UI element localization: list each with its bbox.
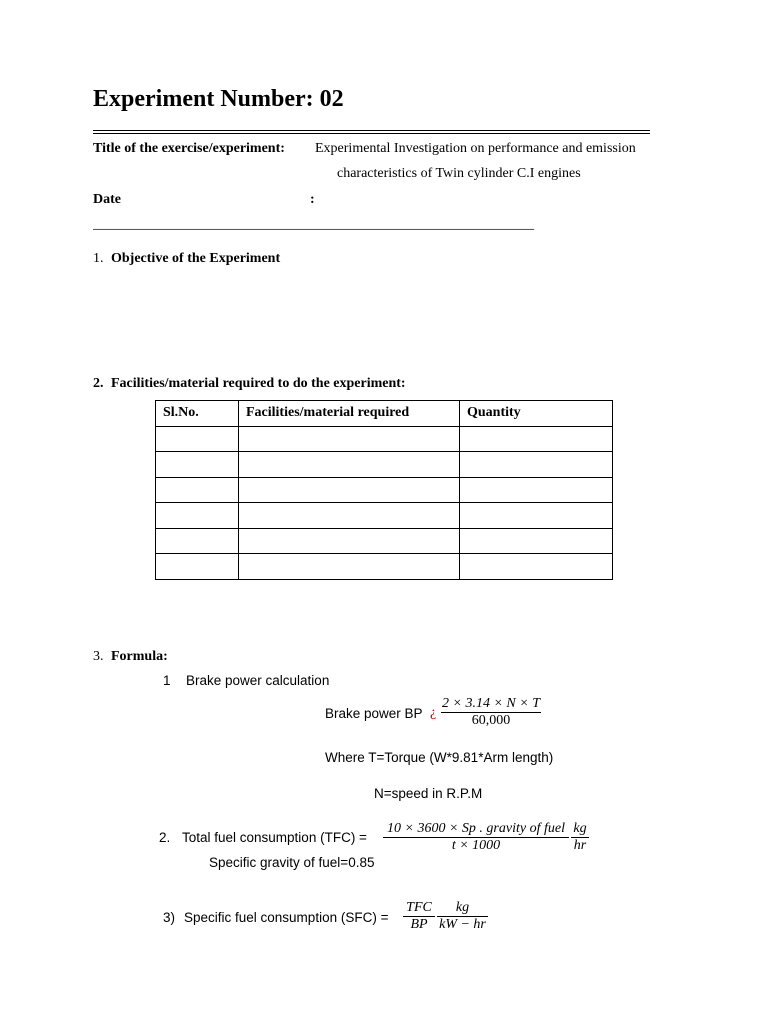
title-text-line2: characteristics of Twin cylinder C.I engines (337, 166, 581, 181)
formula1-number: 1 (163, 673, 171, 688)
table-cell[interactable] (156, 554, 239, 580)
sfc-unit-numerator: kg (455, 900, 470, 915)
date-label: Date (93, 192, 121, 207)
table-cell[interactable] (460, 528, 613, 554)
table-cell[interactable] (156, 452, 239, 478)
table-row (156, 554, 613, 580)
tfc-denominator: t × 1000 (451, 838, 501, 853)
sfc-fraction (403, 900, 435, 933)
tfc-label: Total fuel consumption (TFC) = (182, 830, 367, 845)
title-label: Title of the exercise/experiment: (93, 141, 285, 156)
tfc-unit-numerator: kg (573, 821, 587, 836)
date-underline: _______________________________________________________________ (93, 217, 534, 232)
column-header-slno: Sl.No. (156, 401, 239, 427)
facilities-table (155, 400, 613, 580)
header-rule-bottom (93, 133, 650, 134)
sfc-unit-denominator: kW − hr (439, 917, 486, 932)
page-title: Experiment Number: 02 (93, 86, 344, 112)
table-cell[interactable] (156, 528, 239, 554)
table-cell[interactable] (460, 477, 613, 503)
table-row (156, 426, 613, 452)
tfc-unit-denominator: hr (573, 838, 587, 853)
column-header-quantity: Quantity (460, 401, 613, 427)
sfc-label: Specific fuel consumption (SFC) = (184, 910, 389, 925)
torque-note: Where T=Torque (W*9.81*Arm length) (325, 750, 554, 765)
table-row (156, 452, 613, 478)
title-text-line1: Experimental Investigation on performance and emission (315, 141, 636, 156)
formula-heading: Formula: (111, 649, 168, 664)
tfc-unit-fraction (571, 821, 589, 854)
tfc-fraction (383, 821, 569, 854)
table-row (156, 528, 613, 554)
objective-number: 1. (93, 251, 104, 266)
table-cell[interactable] (239, 477, 460, 503)
formula2-number: 2. (159, 830, 171, 845)
tfc-numerator: 10 × 3600 × Sp . gravity of fuel (387, 821, 565, 836)
objective-heading: Objective of the Experiment (111, 251, 281, 266)
formula1-title: Brake power calculation (186, 673, 330, 688)
table-cell[interactable] (460, 503, 613, 529)
sfc-denominator: BP (410, 917, 428, 932)
table-cell[interactable] (460, 426, 613, 452)
table-cell[interactable] (239, 528, 460, 554)
table-row (156, 503, 613, 529)
date-colon: : (310, 192, 315, 207)
brake-power-denominator: 60,000 (471, 713, 511, 728)
formula-number: 3. (93, 649, 104, 664)
brake-power-fraction (441, 696, 541, 729)
table-cell[interactable] (239, 426, 460, 452)
facilities-number: 2. (93, 376, 104, 391)
speed-note: N=speed in R.P.M (374, 786, 483, 801)
table-cell[interactable] (156, 503, 239, 529)
sfc-numerator: TFC (406, 900, 432, 915)
sfc-unit-fraction (437, 900, 488, 933)
formula3-number: 3) (163, 910, 176, 925)
table-cell[interactable] (239, 554, 460, 580)
header-rule-top (93, 130, 650, 131)
specific-gravity-note: Specific gravity of fuel=0.85 (209, 855, 375, 870)
table-cell[interactable] (239, 503, 460, 529)
column-header-facilities: Facilities/material required (239, 401, 460, 427)
table-cell[interactable] (460, 554, 613, 580)
table-cell[interactable] (460, 452, 613, 478)
table-row (156, 477, 613, 503)
brake-power-label: Brake power BP (325, 706, 423, 721)
table-header-row (156, 401, 613, 427)
brake-power-glyph: ¿ (430, 705, 437, 720)
table-cell[interactable] (156, 426, 239, 452)
facilities-heading: Facilities/material required to do the experiment: (111, 376, 406, 391)
brake-power-numerator: 2 × 3.14 × N × T (442, 696, 540, 711)
table-cell[interactable] (156, 477, 239, 503)
table-cell[interactable] (239, 452, 460, 478)
